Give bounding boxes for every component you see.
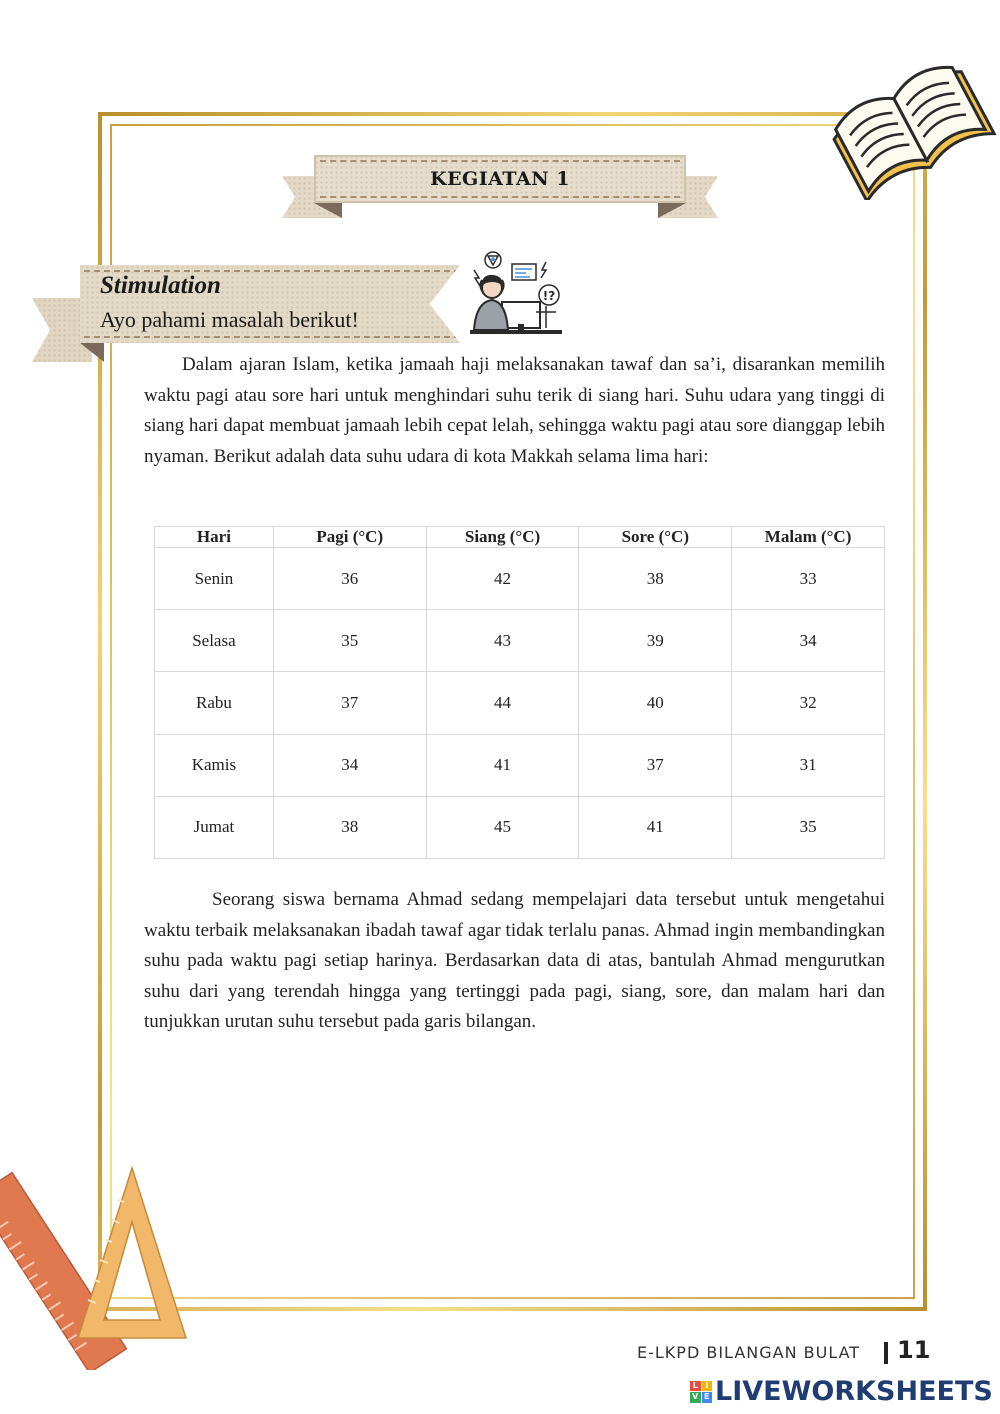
activity-title-ribbon (314, 155, 686, 203)
logo-letter: I (702, 1381, 713, 1392)
table-cell: 44 (426, 672, 579, 734)
table-cell: Senin (155, 548, 274, 610)
table-cell: 37 (273, 672, 426, 734)
liveworksheets-watermark (690, 1376, 993, 1407)
table-cell: 33 (732, 548, 885, 610)
footer-label: E-LKPD BILANGAN BULAT (637, 1343, 861, 1362)
page-number: 11 (897, 1336, 931, 1364)
table-row (155, 796, 885, 858)
table-cell: 40 (579, 672, 732, 734)
intro-paragraph: Dalam ajaran Islam, ketika jamaah haji melaksanakan tawaf dan sa’i, disarankan memilih waktu pagi atau sore hari untuk menghindari suhu terik di siang hari. Suhu udara yang tinggi di siang hari dapat membuat jamaah lebih cepat lelah, sehingga waktu pagi atau sore dianggap lebih nyaman. Berikut adalah data suhu udara di kota Makkah selama lima hari: (144, 354, 885, 467)
header-hari: Hari (155, 527, 274, 548)
task-paragraph: Seorang siswa bernama Ahmad sedang mempelajari data tersebut untuk mengetahui waktu terbaik melaksanakan ibadah tawaf agar tidak terlalu panas. Ahmad ingin membandingkan suhu pada waktu pagi setiap harinya. Berdasarkan data di atas, bantulah Ahmad mengurutkan suhu dari yang terendah hingga yang tertinggi pada pagi, siang, sore, dan malam hari dan tunjukkan urutan suhu tersebut pada garis bilangan. (144, 889, 885, 1032)
table-cell: 38 (273, 796, 426, 858)
table-cell: Rabu (155, 672, 274, 734)
table-cell: Kamis (155, 734, 274, 796)
stimulation-subtitle: Ayo pahami masalah berikut! (100, 307, 359, 332)
logo-letter: L (690, 1381, 701, 1392)
table-cell: 34 (732, 610, 885, 672)
table-cell: 32 (732, 672, 885, 734)
table-cell: 41 (426, 734, 579, 796)
logo-letter: E (702, 1392, 713, 1403)
header-sore: Sore (°C) (579, 527, 732, 548)
table-cell: 31 (732, 734, 885, 796)
stimulation-title: Stimulation (100, 272, 221, 299)
ruler-and-set-square-icon (0, 1160, 200, 1370)
table-cell: 37 (579, 734, 732, 796)
table-row (155, 548, 885, 610)
table-row (155, 610, 885, 672)
table-cell: 45 (426, 796, 579, 858)
open-book-icon (818, 45, 998, 200)
liveworksheets-text: LIVEWORKSHEETS (715, 1376, 993, 1407)
table-cell: 42 (426, 548, 579, 610)
table-cell: 43 (426, 610, 579, 672)
temperature-table (154, 526, 885, 859)
table-cell: 39 (579, 610, 732, 672)
header-pagi: Pagi (°C) (273, 527, 426, 548)
table-cell: 34 (273, 734, 426, 796)
illustration-badge: !? (542, 289, 556, 303)
table-cell: Jumat (155, 796, 274, 858)
table-cell: 36 (273, 548, 426, 610)
table-row (155, 734, 885, 796)
table-cell: 35 (273, 610, 426, 672)
table-cell: 35 (732, 796, 885, 858)
confused-student-illustration (462, 250, 568, 340)
table-cell: 41 (579, 796, 732, 858)
footer-divider (884, 1342, 888, 1364)
activity-title: KEGIATAN 1 (430, 168, 570, 190)
table-cell: Selasa (155, 610, 274, 672)
table-cell: 38 (579, 548, 732, 610)
header-siang: Siang (°C) (426, 527, 579, 548)
logo-letter: V (690, 1392, 701, 1403)
table-header-row (155, 527, 885, 548)
liveworksheets-logo-icon (690, 1381, 712, 1403)
header-malam: Malam (°C) (732, 527, 885, 548)
table-row (155, 672, 885, 734)
